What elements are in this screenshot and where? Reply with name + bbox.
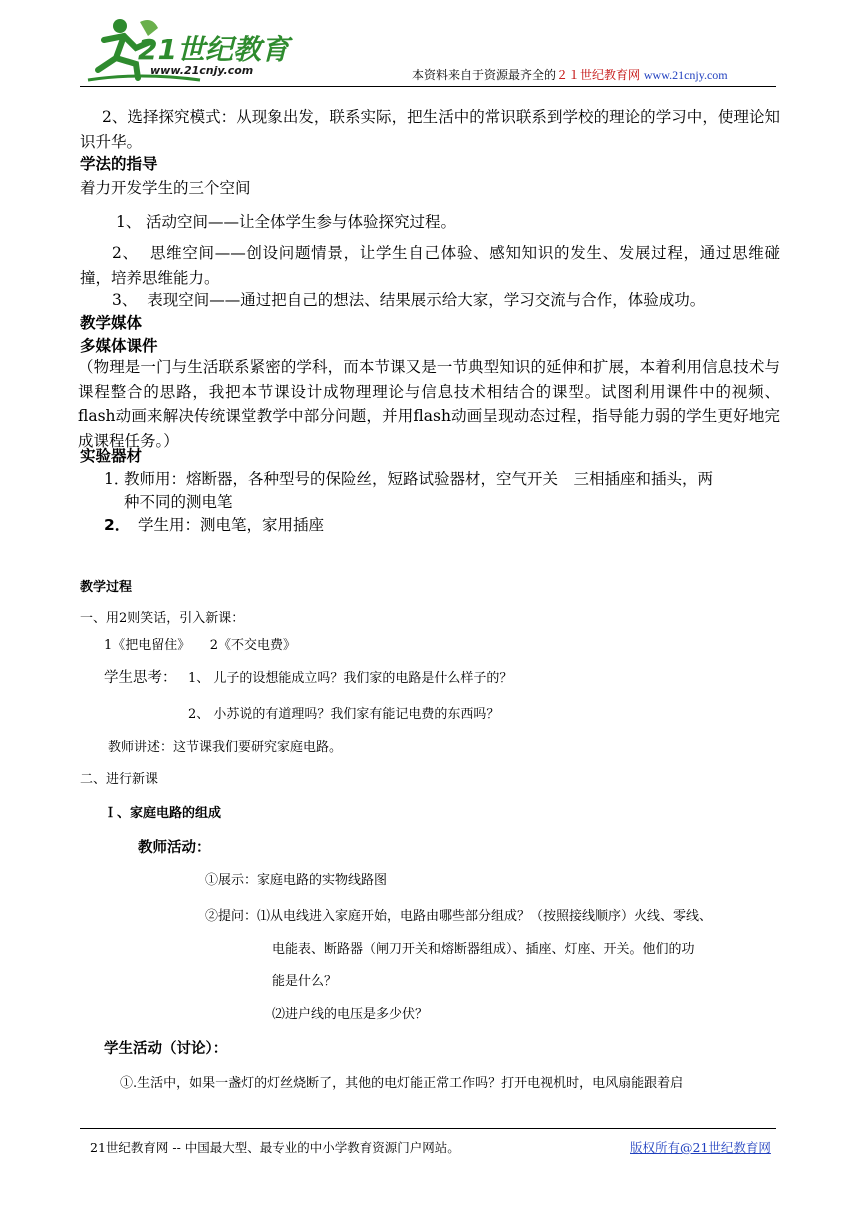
logo-title: 21世纪教育 [138, 33, 289, 66]
student-activity-label: 学生活动（讨论）： [104, 1041, 228, 1057]
student-think-1: 1、 儿子的设想能成立吗？我们家的电路是什么样子的？ [188, 671, 513, 686]
student-think-2: 2、 小苏说的有道理吗？我们家有能记电费的东西吗？ [188, 707, 500, 722]
equipment-item-2: 学生用：测电笔，家用插座 [138, 516, 325, 534]
study-item-2 [80, 241, 780, 290]
mode-paragraph: 2、选择探究模式：从现象出发，联系实际，把生活中的常识联系到学校的理论的学习中，使理论知识升华。 [80, 108, 780, 151]
equipment-item-2-num: 2． [104, 516, 131, 534]
study-item-2-num: 2、 [112, 244, 139, 262]
teacher-activity-label: 教师活动： [138, 840, 211, 856]
teacher-ask-line-2: 电能表、断路器（闸刀开关和熔断器组成）、插座、灯座、开关。他们的功 [272, 942, 695, 957]
header-url-link[interactable]: www.21cnjy.com [643, 68, 728, 82]
teacher-show: ①展示：家庭电路的实物线路图 [205, 873, 388, 888]
teacher-ask-line-1: ②提问：⑴从电线进入家庭开始，电路由哪些部分组成？（按照接线顺序）火线、零线、 [205, 909, 713, 924]
media-subheading: 多媒体课件 [80, 337, 158, 355]
site-logo [80, 14, 310, 86]
section-1-title: Ｉ、家庭电路的组成 [104, 806, 222, 821]
process-step-1: 一、用2则笑话，引入新课： [80, 611, 245, 626]
study-item-3 [112, 288, 705, 312]
study-item-1: 活动空间——让全体学生参与体验探究过程。 [146, 213, 457, 231]
study-item-2-text: 思维空间——创设问题情景，让学生自己体验、感知知识的发生、发展过程，通过思维碰撞，培养思维能力。 [80, 244, 780, 287]
process-jokes: 1《把电留住》 2《不交电费》 [104, 638, 297, 653]
teacher-ask-2: ⑵进户线的电压是多少伏？ [272, 1007, 429, 1022]
teacher-ask-line-3: 能是什么？ [272, 974, 338, 989]
study-item-3-text: 表现空间——通过把自己的想法、结果展示给大家，学习交流与合作，体验成功。 [147, 291, 706, 309]
header-note [412, 66, 728, 83]
header-divider [80, 86, 776, 87]
teacher-talk: 教师讲述：这节课我们要研究家庭电路。 [108, 740, 343, 755]
study-item-3-num: 3、 [112, 291, 138, 309]
study-subheading: 着力开发学生的三个空间 [80, 179, 251, 197]
study-item-1-num: 1、 [116, 213, 142, 231]
student-discuss-1: ①.生活中，如果一盏灯的灯丝烧断了，其他的电灯能正常工作吗？打开电视机时，电风扇能跟着启 [120, 1076, 684, 1091]
media-heading: 教学媒体 [80, 314, 143, 332]
equipment-item-1-num: 1． [104, 470, 130, 488]
equipment-heading: 实验器材 [80, 447, 143, 465]
equipment-item-1-line-2: 种不同的测电笔 [124, 493, 233, 511]
footer-divider [80, 1128, 776, 1129]
footer-slogan: 21世纪教育网 -- 中国最大型、最专业的中小学教育资源门户网站。 [90, 1140, 460, 1155]
header-brand-link[interactable]: ２１世纪教育网 [556, 68, 641, 82]
process-step-2: 二、进行新课 [80, 772, 159, 787]
footer-copyright-link[interactable]: 版权所有@21世纪教育网 [630, 1140, 771, 1155]
header-note-prefix: 本资料来自于资源最齐全的 [412, 68, 557, 82]
process-heading: 教学过程 [80, 580, 133, 595]
study-heading: 学法的指导 [80, 155, 158, 173]
equipment-item-1-line-1: 教师用：熔断器，各种型号的保险丝，短路试验器材，空气开关 三相插座和插头，两 [124, 470, 714, 488]
media-paragraph: （物理是一门与生活联系紧密的学科，而本节课又是一节典型知识的延伸和扩展，本着利用信息技术与课程整合的思路，我把本节课设计成物理理论与信息技术相结合的课型。试图利用课件中的视频、flash动画来解决传统课堂教学中部分问题，并用flash动画呈现动态过程，指导能力弱的学生更好地完成课程任务。） [78, 358, 780, 450]
logo-url: www.21cnjy.com [150, 64, 254, 77]
student-think-label: 学生思考： [104, 670, 177, 686]
